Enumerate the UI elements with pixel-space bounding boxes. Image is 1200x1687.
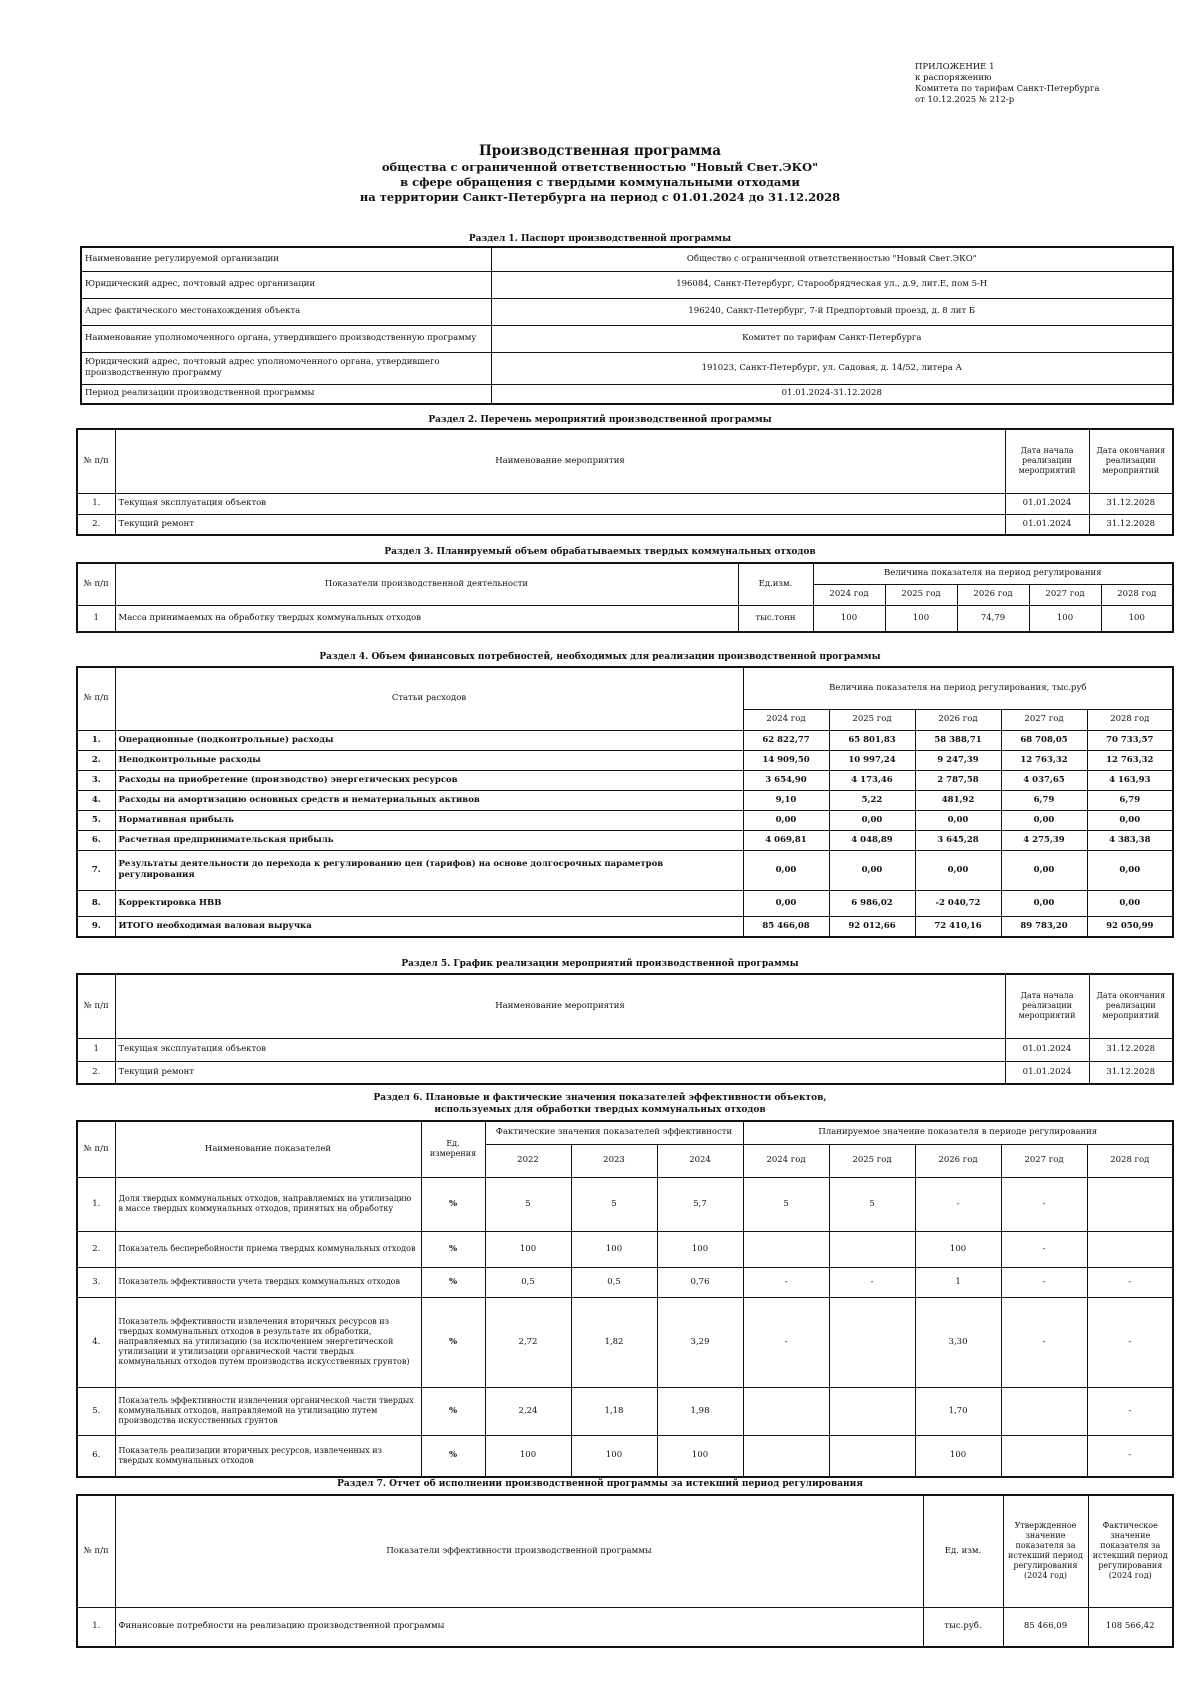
table-row [77,1061,1173,1084]
row-num: 6. [77,830,115,850]
row-value: 4 173,46 [829,770,915,790]
header-num: № п/п [77,667,115,730]
header-name: Наименование мероприятия [115,974,1005,1038]
row-value: 4 383,38 [1087,830,1173,850]
row-plan-value [1001,1435,1087,1477]
row-plan-value: - [1001,1231,1087,1267]
appendix-header [915,62,1175,106]
row-unit: % [421,1267,485,1297]
row-plan-value: 5 [829,1177,915,1231]
row-start: 01.01.2024 [1005,493,1089,514]
table-row [81,247,1173,271]
table-header-row [77,667,1173,709]
row-num: 2. [77,750,115,770]
row-plan-value: 3,30 [915,1297,1001,1387]
header-start: Дата начала реализации мероприятий [1005,974,1089,1038]
header-name: Наименование мероприятия [115,429,1005,493]
row-fact-value: 2,72 [485,1297,571,1387]
header-name: Показатели эффективности производственной программы [115,1495,923,1607]
header-year: 2028 год [1087,709,1173,730]
header-actual: Фактическое значение показателя за истекший период регулирования (2024 год) [1088,1495,1173,1607]
table-row [77,1387,1173,1435]
row-fact-value: 100 [485,1231,571,1267]
header-item: Статьи расходов [115,667,743,730]
row-num: 1. [77,493,115,514]
row-fact-value: 2,24 [485,1387,571,1435]
table-row [77,810,1173,830]
row-value: 10 997,24 [829,750,915,770]
header-period-group: Величина показателя на период регулирования [813,563,1173,584]
row-fact-value: 0,76 [657,1267,743,1297]
row-num: 1 [77,1038,115,1061]
header-year: 2027 год [1001,1144,1087,1177]
row-item: Нормативная прибыль [115,810,743,830]
row-unit: тыс.тонн [738,605,813,632]
table-row [81,325,1173,352]
row-num: 8. [77,890,115,916]
table-row [77,1297,1173,1387]
header-period-group: Величина показателя на период регулирования, тыс.руб [743,667,1173,709]
row-end: 31.12.2028 [1089,493,1173,514]
row-plan-value: - [1087,1297,1173,1387]
table-row [77,514,1173,535]
section7-heading: Раздел 7. Отчет об исполнении производственной программы за истекший период регулирования [337,1479,863,1489]
passport-label: Юридический адрес, почтовый адрес уполномоченного органа, утвердившего производственную программу [81,352,491,384]
row-plan-value [829,1231,915,1267]
row-value: 0,00 [1001,890,1087,916]
row-plan-value [829,1297,915,1387]
row-value: 0,00 [743,810,829,830]
table-row [77,1231,1173,1267]
document-title [0,142,1200,205]
table-row [77,790,1173,810]
appendix-line: Комитета по тарифам Санкт-Петербурга [915,84,1100,94]
row-plan-value: - [1001,1297,1087,1387]
row-num: 5. [77,810,115,830]
passport-value: Общество с ограниченной ответственностью "Новый Свет.ЭКО" [491,247,1173,271]
passport-value: 196240, Санкт-Петербург, 7-й Предпортовый проезд, д. 8 лит Б [491,298,1173,325]
row-num: 4. [77,790,115,810]
row-fact-value: 3,29 [657,1297,743,1387]
row-num: 2. [77,514,115,535]
row-plan-value [743,1387,829,1435]
row-value: 92 050,99 [1087,916,1173,937]
row-name: Показатель реализации вторичных ресурсов, извлеченных из твердых коммунальных отходов [115,1435,421,1477]
row-actual: 108 566,42 [1088,1607,1173,1647]
section6-heading-line: Раздел 6. Плановые и фактические значения показателей эффективности объектов, [373,1093,827,1103]
row-name: Текущая эксплуатация объектов [115,493,1005,514]
table-row [77,1177,1173,1231]
header-year: 2026 год [957,584,1029,605]
row-value: 12 763,32 [1001,750,1087,770]
header-indicator: Показатели производственной деятельности [115,563,738,605]
row-value: 0,00 [915,810,1001,830]
appendix-line: от 10.12.2025 № 212-р [915,95,1015,105]
section3-heading: Раздел 3. Планируемый объем обрабатываемых твердых коммунальных отходов [384,547,816,557]
row-plan-value: - [743,1297,829,1387]
row-value: 5,22 [829,790,915,810]
title-line: на территории Санкт-Петербурга на период с 01.01.2024 до 31.12.2028 [359,190,841,204]
table-row [77,750,1173,770]
header-year: 2022 [485,1144,571,1177]
header-year: 2025 год [885,584,957,605]
table-row [77,830,1173,850]
header-year: 2025 год [829,709,915,730]
header-year: 2024 год [813,584,885,605]
section2-heading: Раздел 2. Перечень мероприятий производственной программы [428,415,772,425]
section1-table [80,246,1174,405]
passport-label: Наименование регулируемой организации [81,247,491,271]
row-unit: % [421,1177,485,1231]
row-plan-value: - [1001,1267,1087,1297]
appendix-line: к распоряжению [915,73,992,83]
header-year: 2024 год [743,1144,829,1177]
header-end: Дата окончания реализации мероприятий [1089,429,1173,493]
row-value: 4 275,39 [1001,830,1087,850]
row-end: 31.12.2028 [1089,1038,1173,1061]
row-end: 31.12.2028 [1089,514,1173,535]
row-plan-value [1001,1387,1087,1435]
row-value: 72 410,16 [915,916,1001,937]
row-plan-value: 1,70 [915,1387,1001,1435]
row-unit: тыс.руб. [923,1607,1003,1647]
row-plan-value [829,1435,915,1477]
row-value: 4 069,81 [743,830,829,850]
row-value: 9 247,39 [915,750,1001,770]
row-plan-value: - [743,1267,829,1297]
row-value: 100 [885,605,957,632]
row-value: -2 040,72 [915,890,1001,916]
row-value: 74,79 [957,605,1029,632]
header-approved: Утвержденное значение показателя за истекший период регулирования (2024 год) [1003,1495,1088,1607]
row-fact-value: 5 [485,1177,571,1231]
section5-table [76,973,1174,1085]
row-item: ИТОГО необходимая валовая выручка [115,916,743,937]
row-fact-value: 100 [657,1435,743,1477]
row-value: 481,92 [915,790,1001,810]
passport-value: 191023, Санкт-Петербург, ул. Садовая, д. 14/52, литера А [491,352,1173,384]
row-value: 2 787,58 [915,770,1001,790]
row-plan-value: - [1087,1267,1173,1297]
row-num: 5. [77,1387,115,1435]
header-num: № п/п [77,1495,115,1607]
header-fact-group: Фактические значения показателей эффективности [485,1121,743,1144]
passport-label: Адрес фактического местонахождения объекта [81,298,491,325]
table-row [77,1607,1173,1647]
passport-value: Комитет по тарифам Санкт-Петербурга [491,325,1173,352]
section3-table [76,562,1174,633]
row-value: 70 733,57 [1087,730,1173,750]
row-unit: % [421,1435,485,1477]
row-plan-value: - [915,1177,1001,1231]
row-value: 0,00 [1001,850,1087,890]
row-start: 01.01.2024 [1005,514,1089,535]
row-value: 58 388,71 [915,730,1001,750]
header-year: 2024 год [743,709,829,730]
row-value: 4 037,65 [1001,770,1087,790]
header-year: 2028 год [1087,1144,1173,1177]
row-num: 3. [77,1267,115,1297]
table-row [81,298,1173,325]
header-num: № п/п [77,563,115,605]
appendix-line: ПРИЛОЖЕНИЕ 1 [915,62,995,72]
header-unit: Ед.изм. [738,563,813,605]
header-end: Дата окончания реализации мероприятий [1089,974,1173,1038]
table-row [77,605,1173,632]
row-num: 1. [77,1607,115,1647]
section7-table [76,1494,1174,1648]
row-plan-value: - [829,1267,915,1297]
row-indicator: Масса принимаемых на обработку твердых коммунальных отходов [115,605,738,632]
row-unit: % [421,1387,485,1435]
section6-table [76,1120,1174,1478]
header-year: 2028 год [1101,584,1173,605]
row-value: 0,00 [1087,850,1173,890]
header-year: 2027 год [1029,584,1101,605]
row-value: 0,00 [743,890,829,916]
table-row [77,916,1173,937]
table-header-row [77,429,1173,493]
row-value: 3 645,28 [915,830,1001,850]
section5-heading: Раздел 5. График реализации мероприятий производственной программы [401,959,799,969]
table-row [77,850,1173,890]
table-row [81,271,1173,298]
row-value: 62 822,77 [743,730,829,750]
row-name: Показатель эффективности учета твердых коммунальных отходов [115,1267,421,1297]
row-value: 4 048,89 [829,830,915,850]
table-row [81,352,1173,384]
row-name: Показатель бесперебойности приема твердых коммунальных отходов [115,1231,421,1267]
row-plan-value: - [1087,1435,1173,1477]
row-name: Показатель эффективности извлечения вторичных ресурсов из твердых коммунальных отходов в результате их обработки, направляемых на утилизацию (за исключением энергетической утилизации и утилизации органической части твердых коммунальных отходов путем производства искусственных грунтов) [115,1297,421,1387]
header-unit: Ед. изм. [923,1495,1003,1607]
row-name: Текущая эксплуатация объектов [115,1038,1005,1061]
row-value: 12 763,32 [1087,750,1173,770]
title-line: общества с ограниченной ответственностью "Новый Свет.ЭКО" [381,160,819,174]
header-year: 2023 [571,1144,657,1177]
header-year: 2024 [657,1144,743,1177]
row-num: 6. [77,1435,115,1477]
row-item: Неподконтрольные расходы [115,750,743,770]
row-fact-value: 1,18 [571,1387,657,1435]
row-value: 85 466,08 [743,916,829,937]
row-end: 31.12.2028 [1089,1061,1173,1084]
row-approved: 85 466,09 [1003,1607,1088,1647]
row-value: 4 163,93 [1087,770,1173,790]
row-num: 7. [77,850,115,890]
row-fact-value: 1,82 [571,1297,657,1387]
header-year: 2027 год [1001,709,1087,730]
row-plan-value: 1 [915,1267,1001,1297]
section6-heading [0,1092,1200,1116]
row-item: Результаты деятельности до перехода к регулированию цен (тарифов) на основе долгосрочных параметров регулирования [115,850,743,890]
row-value: 0,00 [1087,890,1173,916]
row-value: 0,00 [1087,810,1173,830]
table-row [77,493,1173,514]
passport-label: Наименование уполномоченного органа, утвердившего производственную программу [81,325,491,352]
title-line: Производственная программа [479,143,721,159]
title-line: в сфере обращения с твердыми коммунальными отходами [400,175,800,189]
row-value: 14 909,50 [743,750,829,770]
row-value: 100 [1101,605,1173,632]
row-plan-value [743,1231,829,1267]
row-name: Текущий ремонт [115,514,1005,535]
row-value: 65 801,83 [829,730,915,750]
header-num: № п/п [77,1121,115,1177]
table-row [77,770,1173,790]
header-start: Дата начала реализации мероприятий [1005,429,1089,493]
row-value: 68 708,05 [1001,730,1087,750]
section4-heading: Раздел 4. Объем финансовых потребностей, необходимых для реализации производственной программы [319,652,881,662]
row-value: 6,79 [1001,790,1087,810]
table-row [77,890,1173,916]
row-value: 92 012,66 [829,916,915,937]
row-plan-value: 100 [915,1435,1001,1477]
row-plan-value: 5 [743,1177,829,1231]
table-header-row [77,1121,1173,1144]
row-fact-value: 100 [571,1231,657,1267]
row-fact-value: 5,7 [657,1177,743,1231]
header-plan-group: Планируемое значение показателя в периоде регулирования [743,1121,1173,1144]
row-plan-value [743,1435,829,1477]
row-value: 3 654,90 [743,770,829,790]
row-value: 6 986,02 [829,890,915,916]
row-num: 2. [77,1061,115,1084]
header-name: Наименование показателей [115,1121,421,1177]
row-num: 4. [77,1297,115,1387]
row-value: 6,79 [1087,790,1173,810]
row-name: Показатель эффективности извлечения органической части твердых коммунальных отходов, направляемой на утилизацию путем производства искусственных грунтов [115,1387,421,1435]
row-num: 2. [77,1231,115,1267]
table-row [77,1267,1173,1297]
passport-value: 196084, Санкт-Петербург, Старообрядческая ул., д.9, лит.Е, пом 5-Н [491,271,1173,298]
table-row [77,1038,1173,1061]
row-item: Операционные (подконтрольные) расходы [115,730,743,750]
section6-heading-line: используемых для обработки твердых коммунальных отходов [434,1105,766,1115]
row-value: 100 [1029,605,1101,632]
section2-table [76,428,1174,536]
table-header-row [77,1495,1173,1607]
row-plan-value [1087,1177,1173,1231]
header-year: 2026 год [915,1144,1001,1177]
row-unit: % [421,1231,485,1267]
row-start: 01.01.2024 [1005,1038,1089,1061]
header-num: № п/п [77,974,115,1038]
row-name: Доля твердых коммунальных отходов, направляемых на утилизацию в массе твердых коммунальных отходов, принятых на обработку [115,1177,421,1231]
header-unit: Ед. измерения [421,1121,485,1177]
row-fact-value: 100 [485,1435,571,1477]
row-item: Расходы на приобретение (производство) энергетических ресурсов [115,770,743,790]
row-item: Корректировка НВВ [115,890,743,916]
passport-value: 01.01.2024-31.12.2028 [491,384,1173,404]
row-plan-value: - [1001,1177,1087,1231]
header-year: 2026 год [915,709,1001,730]
row-name: Финансовые потребности на реализацию производственной программы [115,1607,923,1647]
table-header-row [77,563,1173,584]
row-plan-value: 100 [915,1231,1001,1267]
table-header-row [77,974,1173,1038]
row-num: 1 [77,605,115,632]
row-value: 0,00 [915,850,1001,890]
row-value: 0,00 [829,850,915,890]
header-year: 2025 год [829,1144,915,1177]
row-value: 0,00 [829,810,915,830]
row-item: Расходы на амортизацию основных средств и нематериальных активов [115,790,743,810]
row-name: Текущий ремонт [115,1061,1005,1084]
section4-table [76,666,1174,938]
row-num: 9. [77,916,115,937]
row-fact-value: 5 [571,1177,657,1231]
row-fact-value: 1,98 [657,1387,743,1435]
passport-label: Период реализации производственной программы [81,384,491,404]
row-plan-value: - [1087,1387,1173,1435]
row-value: 9,10 [743,790,829,810]
passport-label: Юридический адрес, почтовый адрес организации [81,271,491,298]
row-item: Расчетная предпринимательская прибыль [115,830,743,850]
row-start: 01.01.2024 [1005,1061,1089,1084]
row-value: 100 [813,605,885,632]
header-num: № п/п [77,429,115,493]
row-num: 1. [77,730,115,750]
section1-heading: Раздел 1. Паспорт производственной программы [468,234,732,244]
row-unit: % [421,1297,485,1387]
row-num: 3. [77,770,115,790]
row-plan-value [829,1387,915,1435]
row-num: 1. [77,1177,115,1231]
row-value: 89 783,20 [1001,916,1087,937]
row-fact-value: 100 [571,1435,657,1477]
table-row [77,1435,1173,1477]
row-fact-value: 100 [657,1231,743,1267]
row-fact-value: 0,5 [485,1267,571,1297]
row-value: 0,00 [743,850,829,890]
row-plan-value [1087,1231,1173,1267]
table-row [81,384,1173,404]
table-row [77,730,1173,750]
row-fact-value: 0,5 [571,1267,657,1297]
row-value: 0,00 [1001,810,1087,830]
